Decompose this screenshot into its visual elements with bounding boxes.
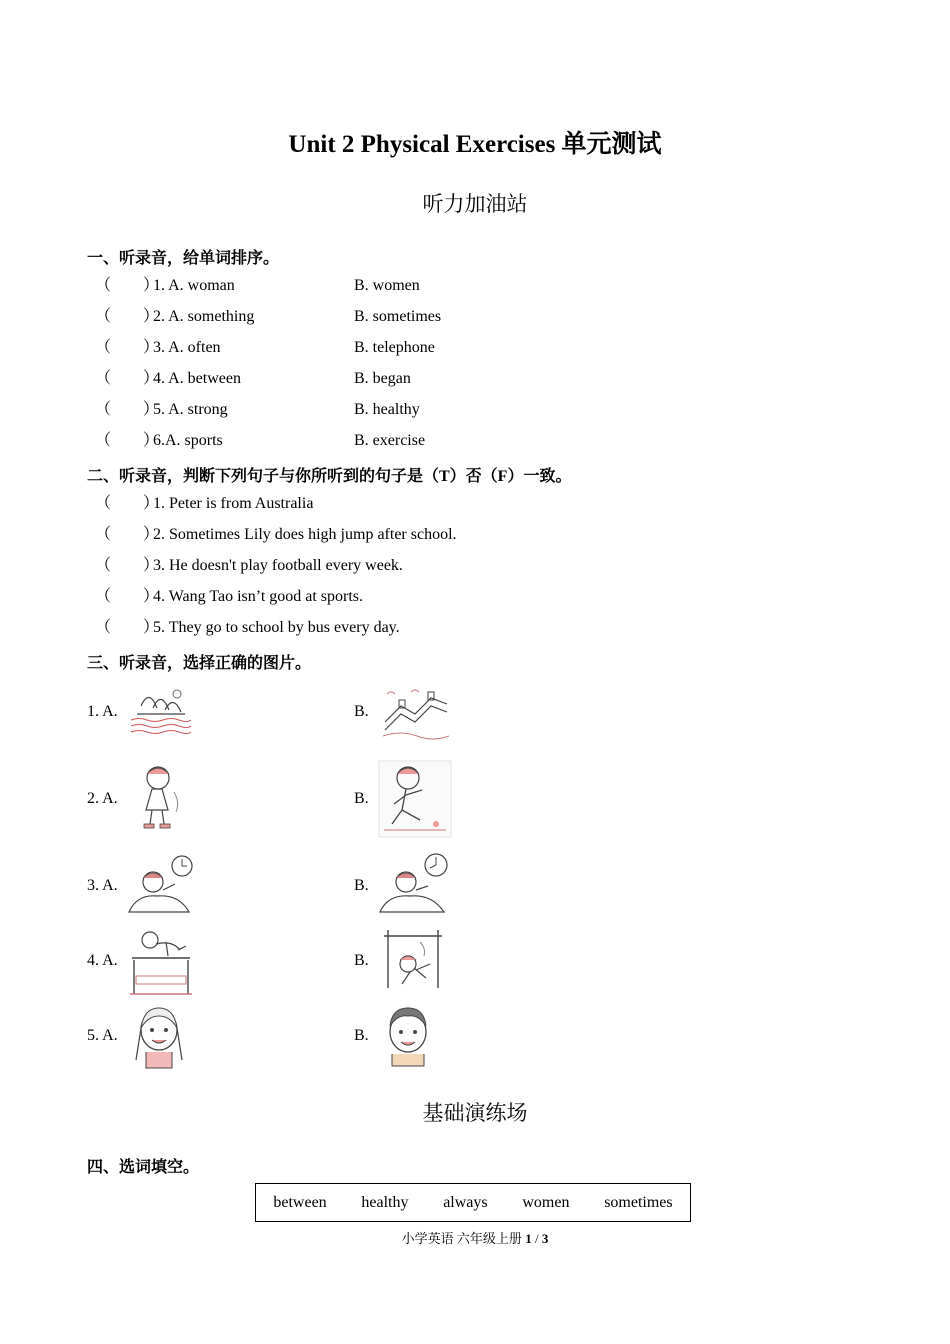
answer-blank[interactable]: （ ） [95, 339, 160, 356]
girl-running-icon[interactable] [378, 760, 452, 838]
option-b: B. healthy [354, 401, 420, 418]
statement: 5. They go to school by bus every day. [153, 619, 400, 636]
answer-blank[interactable]: （ ） [95, 526, 160, 543]
question-1-heading: 一、听录音，给单词排序。 [87, 250, 280, 267]
statement: 2. Sometimes Lily does high jump after school. [153, 526, 457, 543]
option-a: 5. A. strong [153, 401, 228, 418]
pic-label-a: 4. A. [87, 952, 118, 969]
option-b: B. sometimes [354, 308, 442, 325]
girl-high-jump-icon[interactable] [128, 926, 194, 998]
option-b: B. telephone [354, 339, 435, 356]
girl-skating-icon[interactable] [130, 762, 192, 836]
pic-label-b: B. [354, 703, 369, 720]
statement: 3. He doesn't play football every week. [153, 557, 403, 574]
q1-row [95, 337, 435, 359]
word-option: always [443, 1193, 488, 1211]
option-a: 3. A. often [153, 339, 221, 356]
option-b: B. exercise [354, 432, 426, 449]
answer-blank[interactable]: （ ） [95, 432, 160, 449]
opera-house-icon[interactable] [127, 686, 193, 740]
girl-high-jump-fall-icon[interactable] [380, 928, 446, 992]
question-2-heading: 二、听录音，判断下列句子与你所听到的句子是（T）否（F）一致。 [87, 468, 572, 485]
great-wall-icon[interactable] [381, 686, 451, 742]
question-3-heading: 三、听录音，选择正确的图片。 [87, 655, 312, 672]
question-4-heading: 四、选词填空。 [87, 1159, 200, 1176]
option-a: 1. A. woman [153, 277, 235, 294]
page-separator: / [531, 1231, 542, 1246]
page-footer [0, 1228, 950, 1247]
pic-label-a: 5. A. [87, 1027, 118, 1044]
option-a: 6.A. sports [153, 432, 223, 449]
pic-label-a: 2. A. [87, 790, 118, 807]
q1-row [95, 430, 426, 452]
option-b: B. women [354, 277, 420, 294]
boy-bed-clock-icon[interactable] [127, 854, 195, 920]
option-b: B. began [354, 370, 411, 387]
page-total: 3 [541, 1231, 549, 1246]
word-bank [255, 1183, 691, 1222]
q1-row [95, 399, 420, 421]
answer-blank[interactable]: （ ） [95, 308, 160, 325]
word-option: women [522, 1193, 570, 1211]
girl-face-icon[interactable] [130, 1002, 188, 1070]
page-number: 1 [525, 1231, 532, 1246]
answer-blank[interactable]: （ ） [95, 401, 160, 418]
answer-blank[interactable]: （ ） [95, 495, 160, 512]
q2-row [95, 617, 400, 639]
pic-label-b: B. [354, 790, 369, 807]
section-title-basics: 基础演练场 [422, 1101, 528, 1125]
statement: 4. Wang Tao isn’t good at sports. [153, 588, 364, 605]
q1-row [95, 306, 442, 328]
q2-row [95, 493, 313, 515]
boy-bed-clock-icon[interactable] [378, 852, 450, 920]
section-title-listening: 听力加油站 [422, 192, 528, 216]
word-option: healthy [361, 1193, 409, 1211]
footer-label: 小学英语 六年级上册 [401, 1231, 526, 1246]
word-option: between [273, 1193, 327, 1211]
option-a: 4. A. between [153, 370, 241, 387]
q1-row [95, 368, 411, 390]
option-a: 2. A. something [153, 308, 255, 325]
q2-row [95, 586, 363, 608]
word-option: sometimes [604, 1193, 673, 1211]
answer-blank[interactable]: （ ） [95, 370, 160, 387]
answer-blank[interactable]: （ ） [95, 557, 160, 574]
q1-row [95, 275, 420, 297]
page-title: Unit 2 Physical Exercises 单元测试 [288, 131, 662, 158]
answer-blank[interactable]: （ ） [95, 588, 160, 605]
answer-blank[interactable]: （ ） [95, 277, 160, 294]
statement: 1. Peter is from Australia [153, 495, 314, 512]
pic-label-b: B. [354, 952, 369, 969]
answer-blank[interactable]: （ ） [95, 619, 160, 636]
boy-face-icon[interactable] [380, 1002, 436, 1068]
q2-row [95, 524, 457, 546]
q2-row [95, 555, 403, 577]
pic-label-b: B. [354, 1027, 369, 1044]
pic-label-b: B. [354, 877, 369, 894]
pic-label-a: 3. A. [87, 877, 118, 894]
pic-label-a: 1. A. [87, 703, 118, 720]
